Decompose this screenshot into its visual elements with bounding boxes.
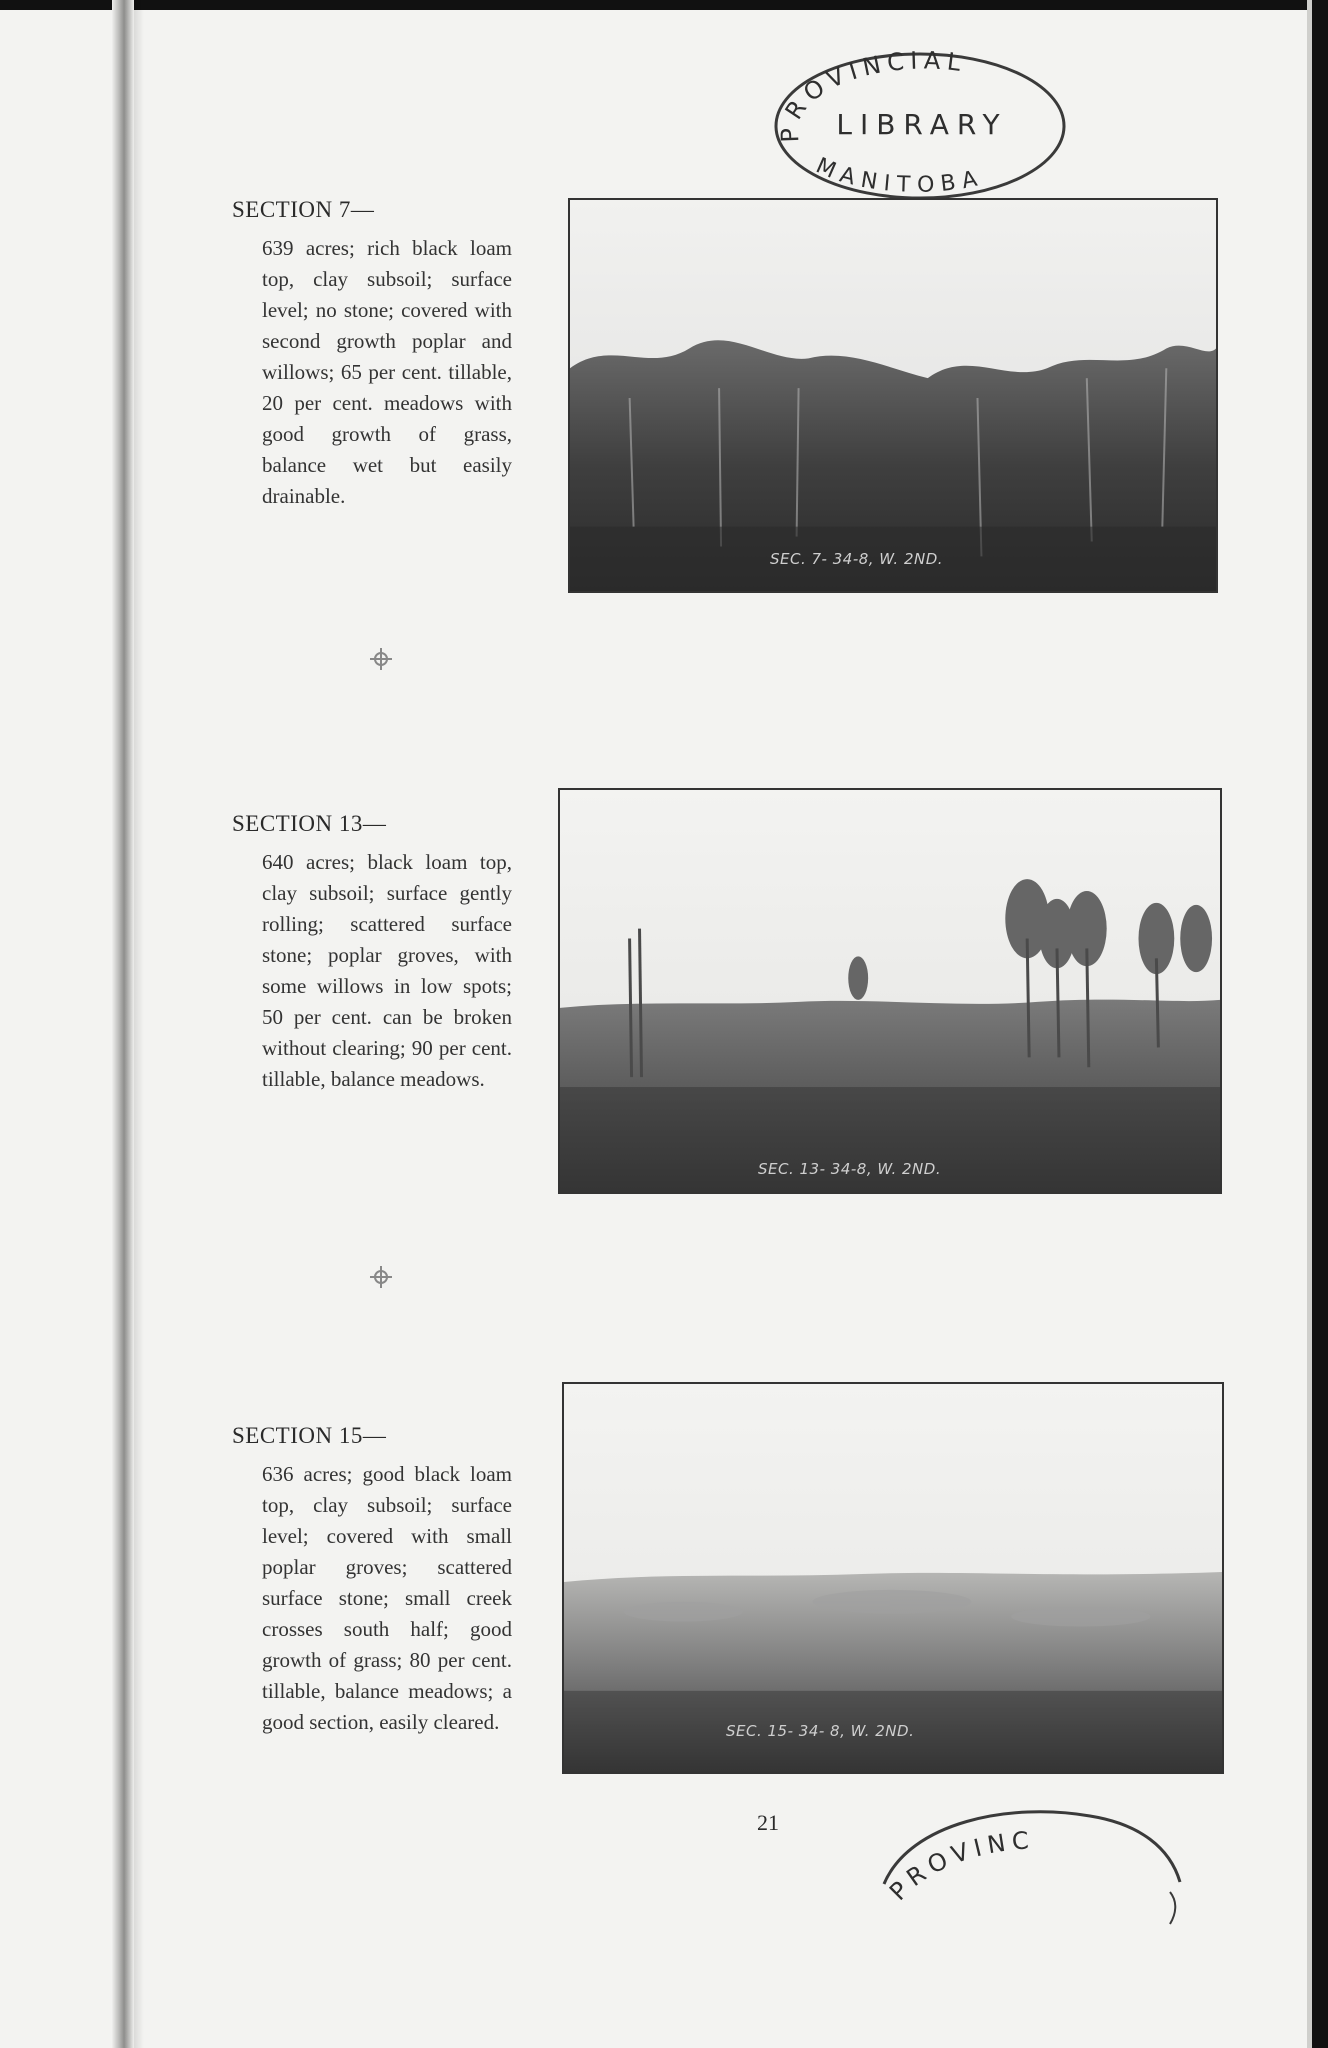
- photo-caption: SEC. 13- 34-8, W. 2ND.: [758, 1160, 942, 1178]
- section-15-photo: [562, 1382, 1224, 1774]
- stamp-manitoba-text: MANITOBA: [812, 153, 987, 198]
- svg-text:MANITOBA: [812, 153, 986, 198]
- section-heading: SECTION 15—: [232, 1423, 387, 1448]
- photo-caption: SEC. 15- 34- 8, W. 2ND.: [726, 1722, 915, 1740]
- section-description: 636 acres; good black loam top, clay subsoil; surface level; covered with small poplar groves; scattered surface stone; small creek crosses south half; good growth of grass; 80 per cent. tillable, balance meadows; a good section, easily cleared.: [262, 1462, 512, 1734]
- page-number: 21: [757, 1810, 779, 1835]
- stamp-library-text: LIBRARY: [836, 108, 1008, 141]
- section-description: 640 acres; black loam top, clay subsoil; surface gently rolling; scattered surface stone; poplar groves, with some willows in low spots; 50 per cent. can be broken without clearing; 90 per cent. tillable, balance meadows.: [262, 850, 512, 1091]
- section-13-photo: [558, 788, 1222, 1194]
- stamp-provincial-text: PROVINCIAL: [775, 46, 969, 143]
- section-description: 639 acres; rich black loam top, clay subsoil; surface level; no stone; covered with second growth poplar and willows; 65 per cent. tillable, 20 per cent. meadows with good growth of grass, balance wet but easily drainable.: [262, 236, 512, 508]
- provincial-library-stamp: [760, 42, 1080, 212]
- section-heading: SECTION 7—: [232, 197, 375, 222]
- page-binding-shadow: [134, 0, 144, 2048]
- provincial-stamp-partial: [870, 1792, 1190, 1932]
- section-15: [232, 1424, 532, 1738]
- section-separator-ornament: [374, 1270, 388, 1284]
- section-7-photo: [568, 198, 1218, 593]
- stamp-provincial-partial-text: PROVINC: [884, 1825, 1036, 1906]
- section-13: [232, 812, 532, 1095]
- scan-top-edge: [0, 0, 1328, 10]
- section-7: [232, 198, 532, 512]
- section-separator-ornament: [374, 652, 388, 666]
- scan-right-edge: [1312, 0, 1328, 2048]
- photo-caption: SEC. 7- 34-8, W. 2ND.: [770, 550, 944, 568]
- section-heading: SECTION 13—: [232, 811, 387, 836]
- svg-text:PROVINC: [884, 1826, 1036, 1906]
- page-binding: [112, 0, 134, 2048]
